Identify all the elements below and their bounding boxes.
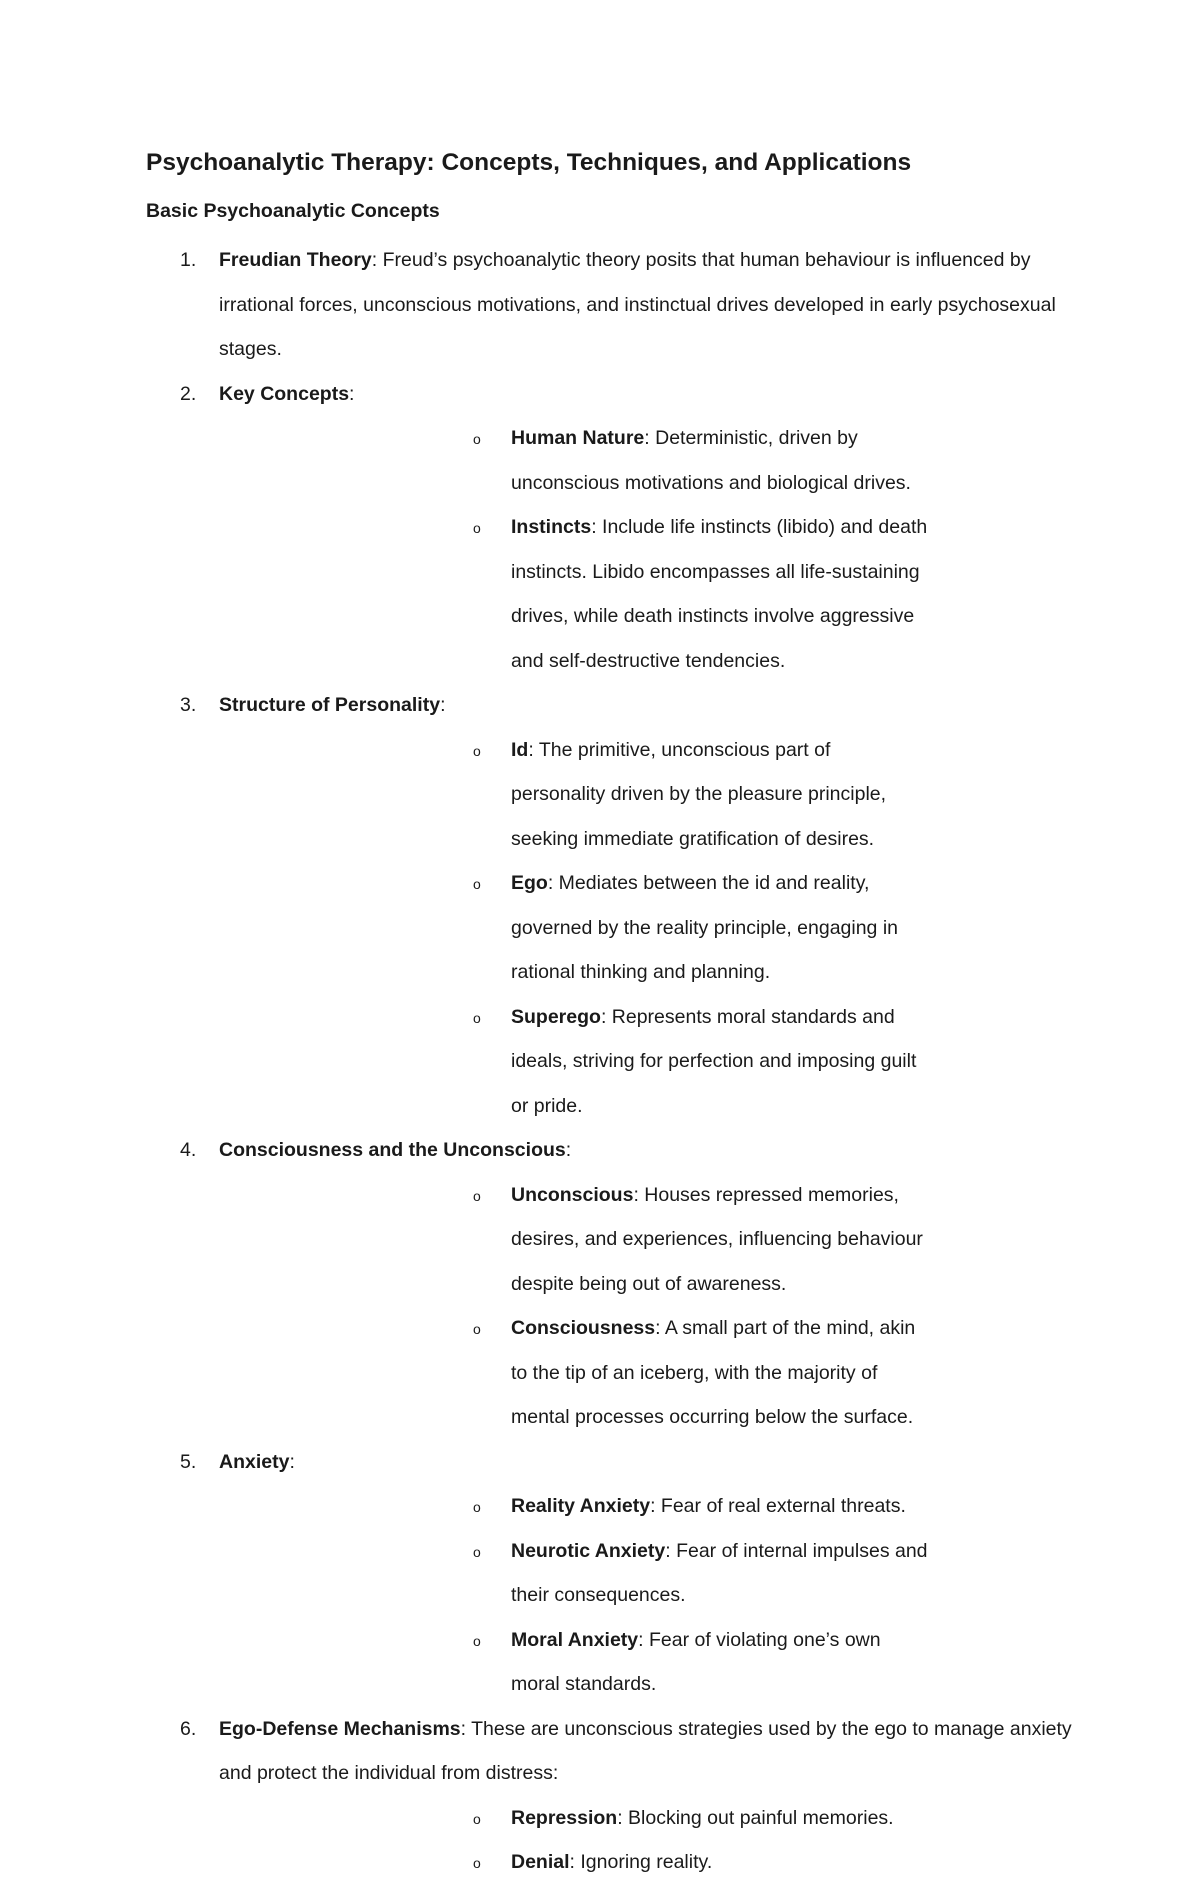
item-term: Ego-Defense Mechanisms	[219, 1717, 461, 1740]
item-term: Key Concepts	[219, 382, 350, 405]
sub-item-term: Ego	[511, 872, 548, 894]
bullet-icon: o	[473, 1009, 481, 1026]
sub-list	[219, 1796, 1080, 1885]
sub-item-text: : Represents moral standards and ideals, striving for perfection and imposing guilt or pride.	[511, 1005, 917, 1117]
sub-item-text: : Deterministic, driven by unconscious motivations and biological drives.	[511, 427, 911, 494]
sub-item-text: : Include life instincts (libido) and death instincts. Libido encompasses all life-sustaining drives, while death instincts involve aggressive and self-destructive tendencies.	[511, 516, 928, 672]
bullet-icon: o	[473, 1810, 481, 1827]
bullet-icon: o	[473, 431, 481, 447]
sub-item-text: : The primitive, unconscious part of personality driven by the pleasure principle, seeking immediate gratification of desires.	[511, 738, 887, 850]
list-item-anxiety	[0, 1440, 1200, 1707]
list-item-ego-defense-mechanisms	[0, 1707, 1200, 1885]
bullet-icon: o	[473, 742, 481, 759]
sub-list	[219, 728, 1080, 1129]
sub-item-text: : A small part of the mind, akin to the tip of an iceberg, with the majority of mental processes occurring below the surface.	[511, 1317, 916, 1428]
item-text: :	[289, 1450, 295, 1473]
item-text: :	[349, 382, 355, 405]
bullet-icon: o	[473, 1187, 481, 1204]
list-number: 3.	[180, 694, 197, 716]
sub-list	[219, 1173, 1080, 1440]
item-text: : Freud’s psychoanalytic theory posits that human behaviour is influenced by irrational forces, unconscious motivations, and instinctual drives developed in early psychosexual stages.	[219, 249, 1056, 360]
list-item-freudian-theory	[0, 238, 1200, 372]
bullet-icon: o	[473, 876, 481, 892]
list-number: 6.	[180, 1717, 197, 1740]
sub-item	[219, 505, 1080, 683]
sub-item	[219, 1306, 1080, 1440]
sub-item-term: Id	[511, 738, 529, 761]
sub-item	[219, 1173, 1080, 1307]
sub-item	[219, 1796, 1080, 1841]
sub-item-term: Unconscious	[511, 1183, 634, 1206]
sub-item-term: Reality Anxiety	[511, 1495, 651, 1517]
sub-item-term: Moral Anxiety	[511, 1628, 639, 1651]
sub-list	[219, 1484, 1080, 1707]
item-term: Anxiety	[219, 1450, 290, 1473]
bullet-icon: o	[473, 1632, 481, 1649]
document-title: Psychoanalytic Therapy: Concepts, Techniques, and Applications	[146, 149, 912, 176]
sub-item	[219, 728, 1080, 862]
sub-item-term: Denial	[511, 1851, 570, 1873]
sub-item-text: : Fear of internal impulses and their consequences.	[511, 1539, 928, 1606]
sub-item	[219, 1618, 1080, 1707]
sub-item-term: Instincts	[511, 516, 592, 538]
list-item-consciousness-and-unconscious	[0, 1128, 1200, 1440]
sub-item	[219, 861, 1080, 995]
sub-item-text: : Ignoring reality.	[569, 1851, 713, 1873]
concept-list	[0, 238, 1200, 1885]
list-item-key-concepts	[0, 372, 1200, 684]
bullet-icon: o	[473, 1855, 481, 1871]
sub-item-term: Superego	[511, 1005, 601, 1028]
list-number: 1.	[180, 249, 197, 271]
sub-item	[219, 1529, 1080, 1618]
sub-list	[219, 416, 1080, 683]
sub-item-text: : Blocking out painful memories.	[617, 1806, 894, 1829]
list-number: 4.	[180, 1139, 197, 1161]
sub-item-term: Neurotic Anxiety	[511, 1539, 666, 1562]
bullet-icon: o	[473, 520, 481, 536]
sub-item-text: : Fear of violating one’s own moral standards.	[511, 1628, 881, 1695]
item-text: : These are unconscious strategies used by the ego to manage anxiety and protect the individual from distress:	[219, 1717, 1072, 1784]
bullet-icon: o	[473, 1499, 481, 1515]
bullet-icon: o	[473, 1321, 481, 1337]
sub-item-term: Repression	[511, 1806, 618, 1829]
sub-item	[219, 995, 1080, 1129]
sub-item	[219, 1840, 1080, 1885]
sub-item-text: : Mediates between the id and reality, governed by the reality principle, engaging in rational thinking and planning.	[511, 872, 899, 983]
item-text: :	[440, 694, 446, 716]
list-number: 2.	[180, 382, 197, 405]
list-number: 5.	[180, 1450, 197, 1473]
sub-item-text: : Fear of real external threats.	[650, 1495, 906, 1517]
bullet-icon: o	[473, 1543, 481, 1560]
sub-item-text: : Houses repressed memories, desires, and experiences, influencing behaviour despite being out of awareness.	[511, 1183, 923, 1295]
sub-item	[219, 416, 1080, 505]
item-term: Consciousness and the Unconscious	[219, 1139, 566, 1161]
section-heading: Basic Psychoanalytic Concepts	[146, 200, 440, 222]
item-text: :	[565, 1139, 572, 1161]
sub-item	[219, 1484, 1080, 1529]
sub-item-term: Consciousness	[511, 1317, 656, 1339]
item-term: Freudian Theory	[219, 249, 372, 271]
list-item-structure-of-personality	[0, 683, 1200, 1128]
sub-item-term: Human Nature	[511, 427, 645, 449]
item-term: Structure of Personality	[219, 694, 441, 716]
